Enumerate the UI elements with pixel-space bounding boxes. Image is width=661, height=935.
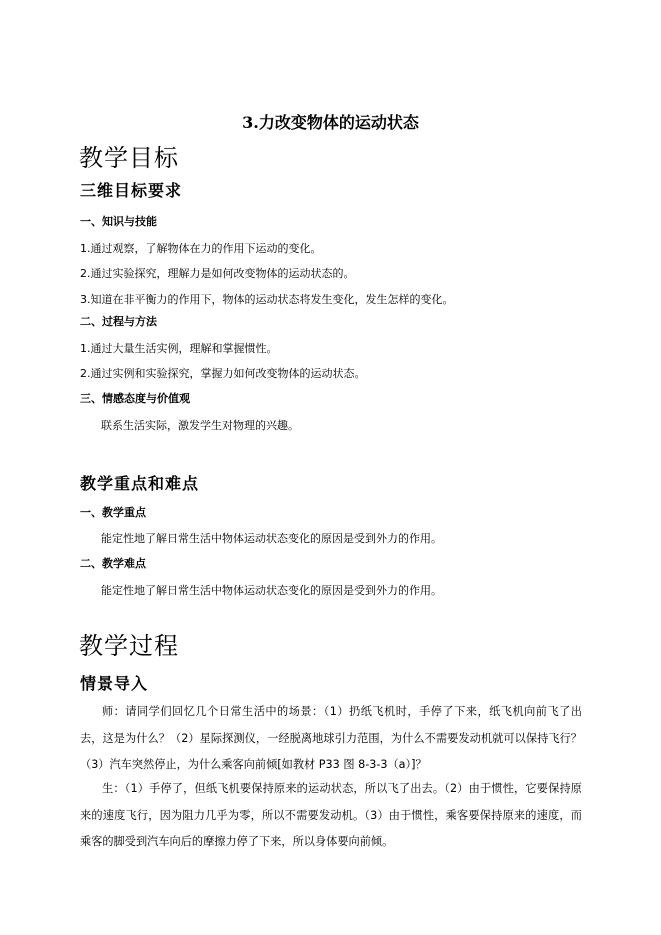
heading-difficult-point: 二、教学难点: [80, 557, 146, 570]
list-item: 3.知道在非平衡力的作用下，物体的运动状态将发生变化，发生怎样的变化。: [80, 293, 454, 306]
section-heading-objectives: 教学目标: [79, 144, 179, 172]
paragraph-teacher: 师：请同学们回忆几个日常生活中的场景：（1）扔纸飞机时，手停了下来，纸飞机向前飞了出去，这是为什么？（2）星际探测仪，一经脱离地球引力范围，为什么不需要发动机就可以保持飞行？（3）汽车突然停止，为什么乘客向前倾[如教材 P33 图 8-3-3（a）]？: [80, 705, 582, 771]
paragraph-difficult-point: 能定性地了解日常生活中物体运动状态变化的原因是受到外力的作用。: [101, 584, 442, 597]
heading-process-methods: 二、过程与方法: [80, 315, 157, 328]
paragraph-attitudes: 联系生活实际，激发学生对物理的兴趣。: [101, 419, 299, 432]
section-heading-teaching-process: 教学过程: [79, 632, 179, 660]
heading-knowledge-skills: 一、知识与技能: [80, 215, 157, 228]
list-item: 2.通过实验探究，理解力是如何改变物体的运动状态的。: [80, 267, 355, 280]
subheading-scenario-intro: 情景导入: [80, 674, 149, 693]
list-item: 1.通过大量生活实例，理解和掌握惯性。: [80, 342, 278, 355]
paragraph-key-point: 能定性地了解日常生活中物体运动状态变化的原因是受到外力的作用。: [101, 532, 442, 545]
heading-key-point: 一、教学重点: [80, 506, 146, 519]
list-item: 2.通过实例和实验探究，掌握力如何改变物体的运动状态。: [80, 367, 366, 380]
paragraph-student: 生：（1）手停了，但纸飞机要保持原来的运动状态，所以飞了出去。（2）由于惯性，它要保持原来的速度飞行，因为阻力几乎为零，所以不需要发动机。（3）由于惯性，乘客要保持原来的速度，而乘客的脚受到汽车向后的摩擦力停了下来，所以身体要向前倾。: [80, 782, 582, 848]
subheading-three-dimensional-goals: 三维目标要求: [80, 181, 183, 200]
list-item: 1.通过观察，了解物体在力的作用下运动的变化。: [80, 242, 322, 255]
section-heading-key-points: 教学重点和难点: [80, 474, 200, 493]
document-title: 3.力改变物体的运动状态: [242, 113, 419, 132]
heading-attitudes-values: 三、情感态度与价值观: [80, 392, 190, 405]
